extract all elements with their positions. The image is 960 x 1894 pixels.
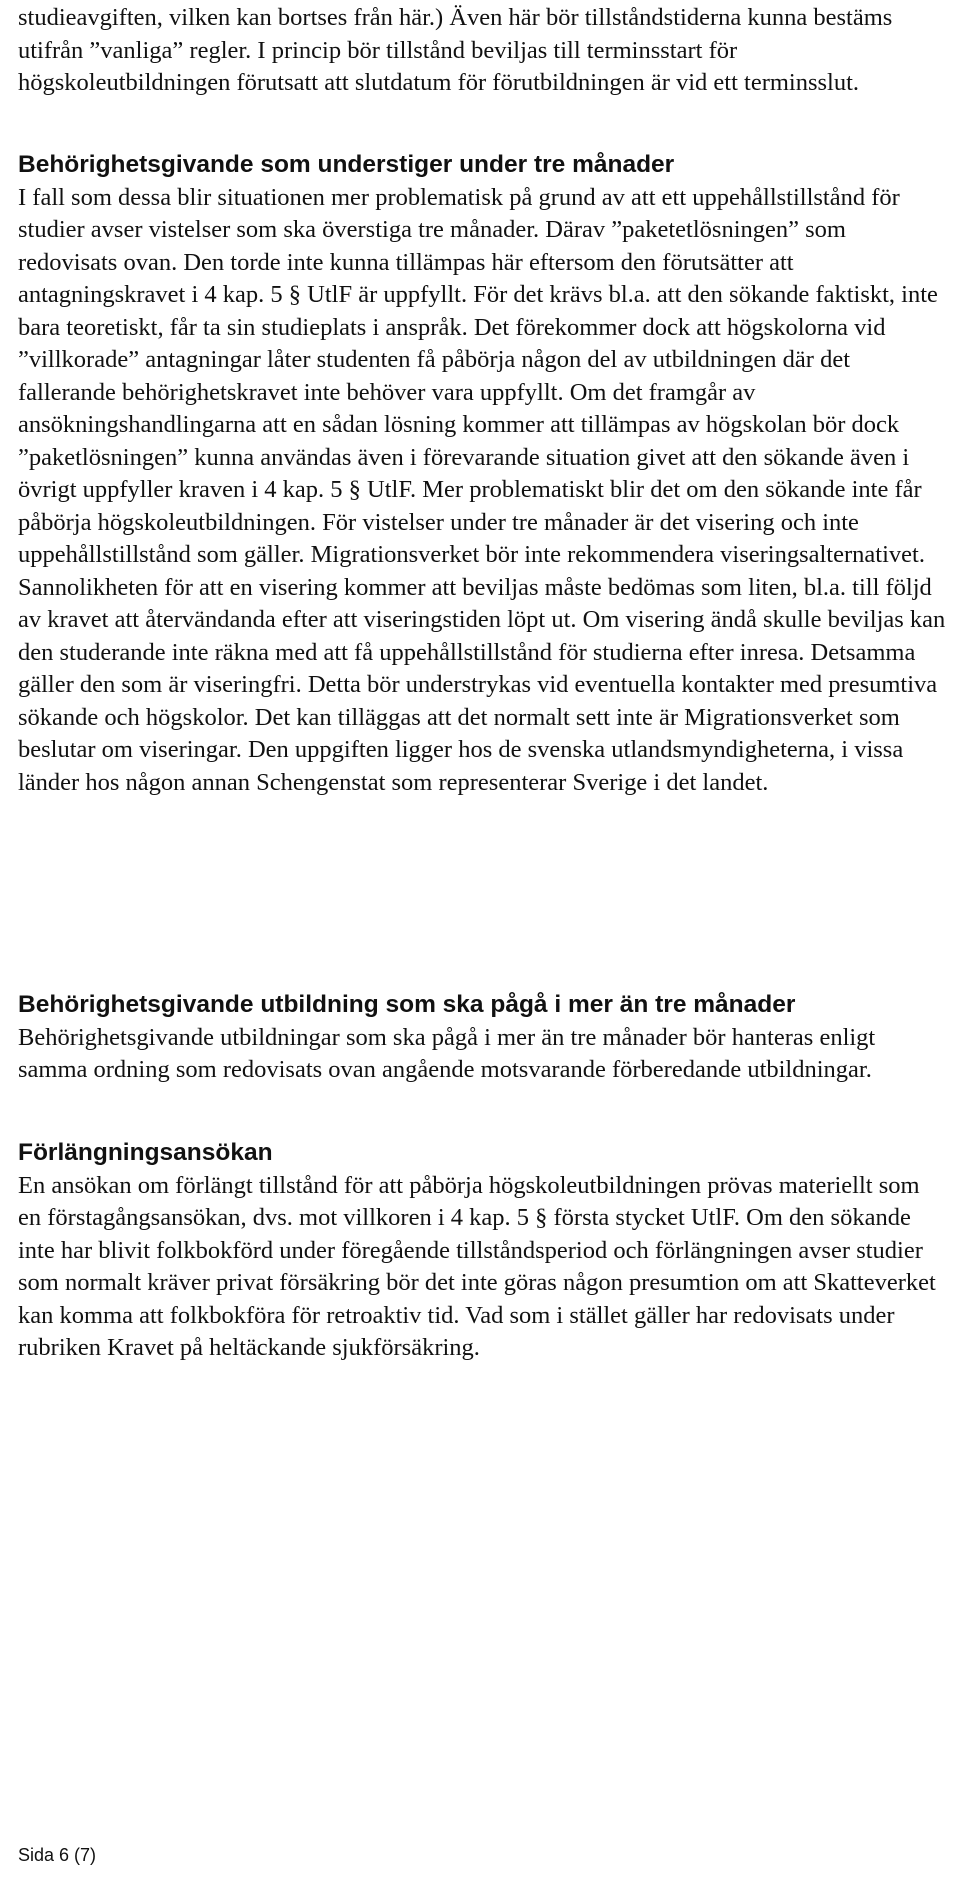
page-number: Sida 6 (7) (18, 1845, 97, 1865)
section-body: En ansökan om förlängt tillstånd för att påbörja högskoleutbildningen prövas materiellt som en förstagångsansökan, dvs. mot villkoren i 4 kap. 5 § första stycket UtlF. Om den sökande inte har blivit folkbokförd under föregående tillståndsperiod och förlängningen avser studier som normalt kräver privat försäkring bör det inte göras någon presumtion om att Skatteverket kan komma att folkbokföra för retroaktiv tid. Vad som i stället gäller har redovisats under rubriken Kravet på heltäckande sjukförsäkring. (18, 1171, 936, 1361)
section-body: Behörighetsgivande utbildningar som ska pågå i mer än tre månader bör hanteras enligt samma ordning som redovisats ovan angående motsvarande förberedande utbildningar. (18, 1023, 876, 1083)
section-over-three-months (18, 989, 948, 1087)
section-below-three-months (18, 149, 948, 799)
section-heading: Behörighetsgivande utbildning som ska pågå i mer än tre månader (18, 991, 796, 1018)
section-heading: Förlängningsansökan (18, 1139, 273, 1166)
section-heading: Behörighetsgivande som understiger under tre månader (18, 151, 675, 178)
section-extension-application (18, 1137, 948, 1365)
section-body: I fall som dessa blir situationen mer problematisk på grund av att ett uppehållstillstånd för studier avser vistelser som ska överstiga tre månader. Därav ”paketetlösningen” som redovisats ovan. Den torde inte kunna tillämpas här eftersom den förutsätter att antagningskravet i 4 kap. 5 § UtlF är uppfyllt. För det krävs bl.a. att den sökande faktiskt, inte bara teoretiskt, får ta sin studieplats i anspråk. Det förekommer dock att högskolorna vid ”villkorade” antagningar låter studenten få påbörja någon del av utbildningen där det fallerande behörighetskravet inte behöver vara uppfyllt. Om det framgår av ansökningshandlingarna att en sådan lösning kommer att tillämpas av högskolan bör dock ”paketlösningen” kunna användas även i förevarande situation givet att den sökande även i övrigt uppfyller kraven i 4 kap. 5 § UtlF. Mer problematiskt blir det om den sökande inte får påbörja högskoleutbildningen. För vistelser under tre månader är det visering och inte uppehållstillstånd som gäller. Migrationsverket bör inte rekommendera viseringsalternativet. Sannolikheten för att en visering kommer att beviljas måste bedömas som liten, bl.a. till följd av kravet att återvändanda efter att viseringstiden löpt ut. Om visering ändå skulle beviljas kan den studerande inte räkna med att få uppehållstillstånd för studierna efter inresa. Detsamma gäller den som är viseringfri. Detta bör understrykas vid eventuella kontakter med presumtiva sökande och högskolor. Det kan tilläggas att det normalt sett inte är Migrationsverket som beslutar om viseringar. Den uppgiften ligger hos de svenska utlandsmyndigheterna, i vissa länder hos någon annan Schengenstat som representerar Sverige i det landet. (18, 183, 946, 796)
intro-paragraph: studieavgiften, vilken kan bortses från här.) Även här bör tillståndstiderna kunna bestäms utifrån ”vanliga” regler. I princip bör tillstånd beviljas till terminsstart för högskoleutbildningen förutsatt att slutdatum för förutbildningen är vid ett terminsslut. (18, 4, 893, 96)
